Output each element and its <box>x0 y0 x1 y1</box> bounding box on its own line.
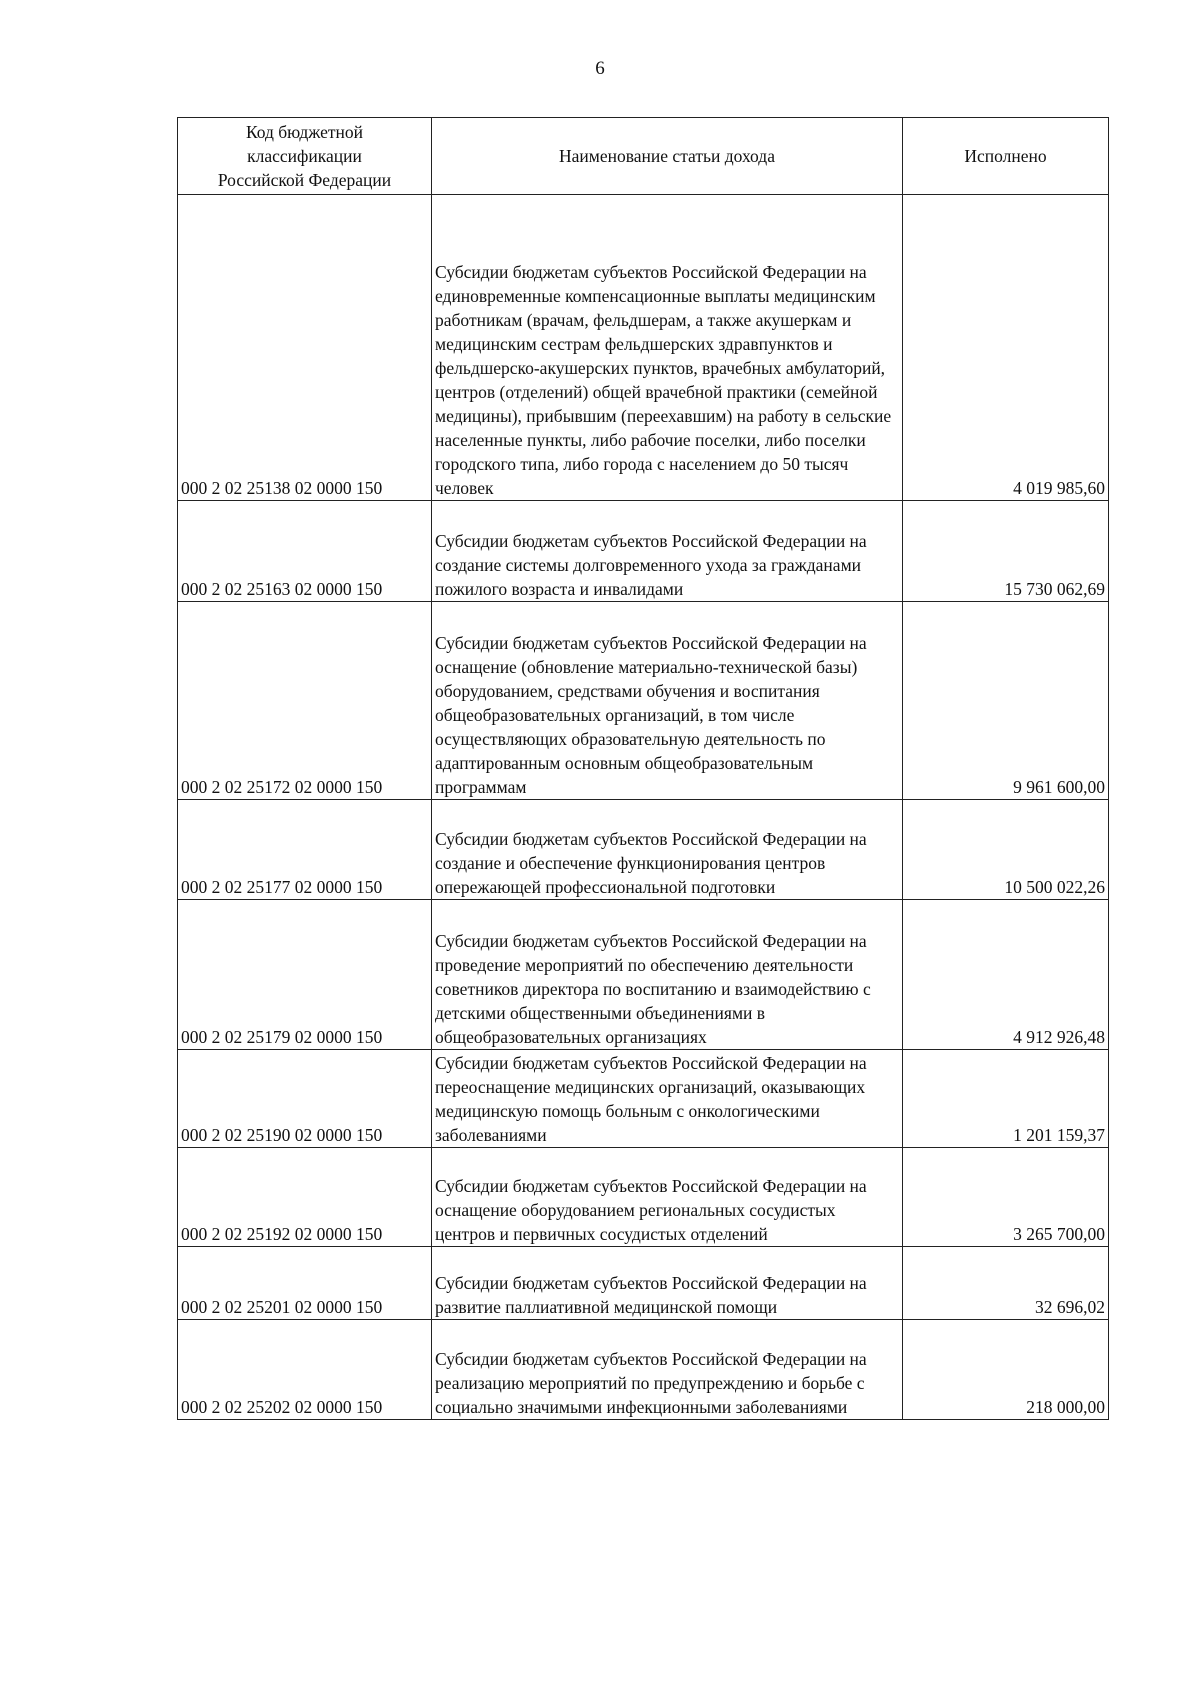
row-name: Субсидии бюджетам субъектов Российской Федерации на реализацию мероприятий по предупреждению и борьбе с социально значимыми инфекционными заболеваниями <box>432 1320 903 1420</box>
row-sum: 10 500 022,26 <box>903 800 1109 900</box>
row-name: Субсидии бюджетам субъектов Российской Федерации на развитие паллиативной медицинской помощи <box>432 1247 903 1320</box>
header-code <box>178 118 432 195</box>
row-sum: 218 000,00 <box>903 1320 1109 1420</box>
row-name: Субсидии бюджетам субъектов Российской Федерации на оснащение (обновление материально-технической базы) оборудованием, средствами обучения и воспитания общеобразовательных организаций, в том числе осуществляющих образовательную деятельность по адаптированным основным общеобразовательным программам <box>432 602 903 800</box>
table-row <box>178 195 1109 501</box>
table-row <box>178 800 1109 900</box>
row-code: 000 2 02 25190 02 0000 150 <box>178 1050 432 1148</box>
page-number: 6 <box>595 58 605 79</box>
row-name: Субсидии бюджетам субъектов Российской Федерации на создание и обеспечение функционирования центров опережающей профессиональной подготовки <box>432 800 903 900</box>
header-code-line: классификации <box>247 146 362 166</box>
row-sum: 32 696,02 <box>903 1247 1109 1320</box>
header-sum: Исполнено <box>903 118 1109 195</box>
table-row <box>178 1050 1109 1148</box>
row-code: 000 2 02 25138 02 0000 150 <box>178 195 432 501</box>
row-code: 000 2 02 25202 02 0000 150 <box>178 1320 432 1420</box>
row-code: 000 2 02 25177 02 0000 150 <box>178 800 432 900</box>
table-row <box>178 602 1109 800</box>
table-row <box>178 900 1109 1050</box>
row-name: Субсидии бюджетам субъектов Российской Федерации на переоснащение медицинских организаций, оказывающих медицинскую помощь больным с онкологическими заболеваниями <box>432 1050 903 1148</box>
table-row <box>178 1148 1109 1247</box>
row-sum: 15 730 062,69 <box>903 501 1109 602</box>
row-code: 000 2 02 25192 02 0000 150 <box>178 1148 432 1247</box>
table-row <box>178 1320 1109 1420</box>
row-sum: 1 201 159,37 <box>903 1050 1109 1148</box>
header-code-line: Код бюджетной <box>245 122 364 142</box>
row-code: 000 2 02 25179 02 0000 150 <box>178 900 432 1050</box>
table-row <box>178 501 1109 602</box>
revenue-table <box>177 117 1109 1420</box>
row-sum: 3 265 700,00 <box>903 1148 1109 1247</box>
row-code: 000 2 02 25201 02 0000 150 <box>178 1247 432 1320</box>
row-code: 000 2 02 25172 02 0000 150 <box>178 602 432 800</box>
row-sum: 9 961 600,00 <box>903 602 1109 800</box>
row-name: Субсидии бюджетам субъектов Российской Федерации на проведение мероприятий по обеспечению деятельности советников директора по воспитанию и взаимодействию с детскими общественными объединениями в общеобразовательных организациях <box>432 900 903 1050</box>
table-row <box>178 1247 1109 1320</box>
header-name: Наименование статьи дохода <box>432 118 903 195</box>
row-code: 000 2 02 25163 02 0000 150 <box>178 501 432 602</box>
table-header-row <box>178 118 1109 195</box>
row-name: Субсидии бюджетам субъектов Российской Федерации на создание системы долговременного ухода за гражданами пожилого возраста и инвалидами <box>432 501 903 602</box>
row-sum: 4 019 985,60 <box>903 195 1109 501</box>
header-code-line: Российской Федерации <box>217 170 392 190</box>
row-name: Субсидии бюджетам субъектов Российской Федерации на единовременные компенсационные выплаты медицинским работникам (врачам, фельдшерам, а также акушеркам и медицинским сестрам фельдшерских здравпунктов и фельдшерско-акушерских пунктов, врачебных амбулаторий, центров (отделений) общей врачебной практики (семейной медицины), прибывшим (переехавшим) на работу в сельские населенные пункты, либо рабочие поселки, либо поселки городского типа, либо города с населением до 50 тысяч человек <box>432 195 903 501</box>
row-name: Субсидии бюджетам субъектов Российской Федерации на оснащение оборудованием региональных сосудистых центров и первичных сосудистых отделений <box>432 1148 903 1247</box>
row-sum: 4 912 926,48 <box>903 900 1109 1050</box>
